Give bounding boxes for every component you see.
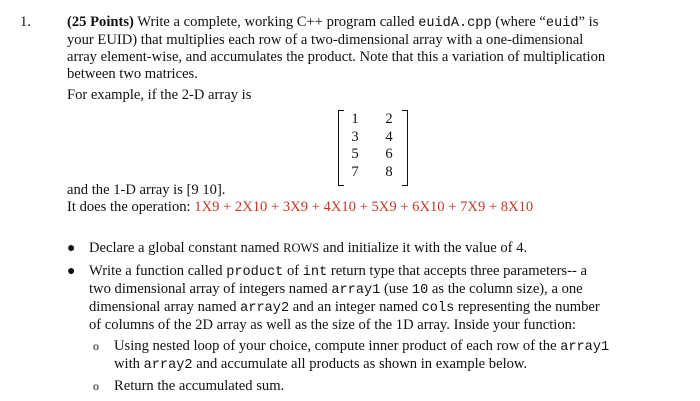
body-text: ROWS — [283, 241, 320, 255]
bullet-line — [89, 281, 667, 299]
body-text: two dimensional array of integers named — [89, 281, 332, 297]
filename: euidA.cpp — [418, 16, 492, 31]
one-d-array-text: and the 1-D array is [9 10]. — [67, 182, 226, 198]
sub-bullet-item — [89, 378, 667, 395]
body-text: dimensional array named — [89, 299, 241, 315]
body-text: with — [114, 356, 144, 372]
code-text: array1 — [331, 283, 381, 298]
question-number: 1. — [20, 14, 31, 30]
question-block — [20, 14, 670, 104]
matrix-cell: 6 — [385, 146, 393, 162]
where-text: (where “ — [491, 14, 546, 30]
body-text: Declare a global constant named — [89, 240, 284, 256]
example-intro: For example, if the 2-D array is — [67, 87, 252, 103]
body-text: and accumulate all products as shown in example below. — [192, 356, 528, 372]
sub-bullet-line — [114, 338, 667, 356]
code-text: array2 — [143, 358, 193, 373]
matrix-cell: 1 — [351, 111, 359, 127]
body-text: and an integer named — [289, 299, 422, 315]
body-text: as the column size), a one — [428, 281, 583, 297]
bullet-dot-icon: ● — [67, 264, 76, 279]
code-text: array2 — [240, 301, 290, 316]
matrix-cell: 4 — [385, 128, 393, 145]
matrix-cell: 7 — [351, 163, 359, 180]
bullet-line — [89, 299, 667, 317]
body-text: Write a function called — [89, 263, 227, 279]
matrix-cell: 2 — [385, 111, 393, 127]
question-body — [67, 14, 670, 104]
sub-bullet-line — [114, 356, 667, 374]
sub-bullet-marker-icon: o — [93, 379, 99, 393]
euid-code: euid — [545, 16, 579, 31]
bullet-item-rows-constant — [67, 240, 667, 257]
bullet-line — [89, 263, 667, 281]
question-line-3: array element-wise, and accumulates the product. Note that this a variation of multiplication — [67, 49, 606, 65]
operation-prefix: It does the operation: — [67, 199, 195, 215]
body-text: Using nested loop of your choice, compute inner product of each row of the — [114, 338, 561, 354]
is-text: ” is — [578, 14, 599, 30]
code-text: 10 — [411, 283, 429, 298]
operation-expression: 1X9 + 2X10 + 3X9 + 4X10 + 5X9 + 6X10 + 7X9 + 8X10 — [194, 199, 534, 215]
body-text: and initialize it with the value of 4. — [319, 240, 528, 256]
matrix-cell: 5 — [351, 146, 359, 162]
question-line-4: between two matrices. — [67, 66, 198, 82]
sub-bullet-item — [89, 338, 667, 374]
bullet-text — [89, 240, 667, 257]
bullet-text — [89, 263, 667, 334]
code-text: int — [302, 265, 328, 280]
question-line-1 — [67, 14, 670, 32]
body-text: of — [283, 263, 303, 279]
matrix-2d — [338, 110, 408, 186]
sub-bullet-list — [89, 338, 667, 395]
body-text: representing the number — [454, 299, 600, 315]
matrix-cell: 3 — [351, 128, 359, 145]
code-text: cols — [421, 301, 455, 316]
sub-bullet-line — [114, 378, 667, 395]
code-text: product — [226, 265, 284, 280]
question-points: (25 Points) — [67, 14, 134, 30]
requirements-list — [67, 240, 667, 401]
matrix-cell: 8 — [385, 163, 393, 180]
body-text: Return the accumulated sum. — [114, 378, 285, 394]
operation-line — [67, 199, 533, 216]
matrix-right-bracket — [402, 110, 408, 186]
question-text-1: Write a complete, working C++ program called — [133, 14, 419, 30]
body-text: return type that accepts three parameters-- a — [327, 263, 587, 279]
sub-bullet-marker-icon: o — [93, 339, 99, 353]
bullet-dot-icon: ● — [67, 241, 76, 256]
body-text: of columns of the 2D array as well as the size of the 1D array. Inside your function: — [89, 317, 576, 333]
matrix-left-bracket — [338, 110, 344, 186]
body-text: (use — [380, 281, 412, 297]
question-line-2: your EUID) that multiplies each row of a two-dimensional array with a one-dimensional — [67, 32, 584, 48]
bullet-item-product-function — [67, 263, 667, 395]
code-text: array1 — [560, 340, 610, 355]
bullet-line — [89, 317, 667, 334]
